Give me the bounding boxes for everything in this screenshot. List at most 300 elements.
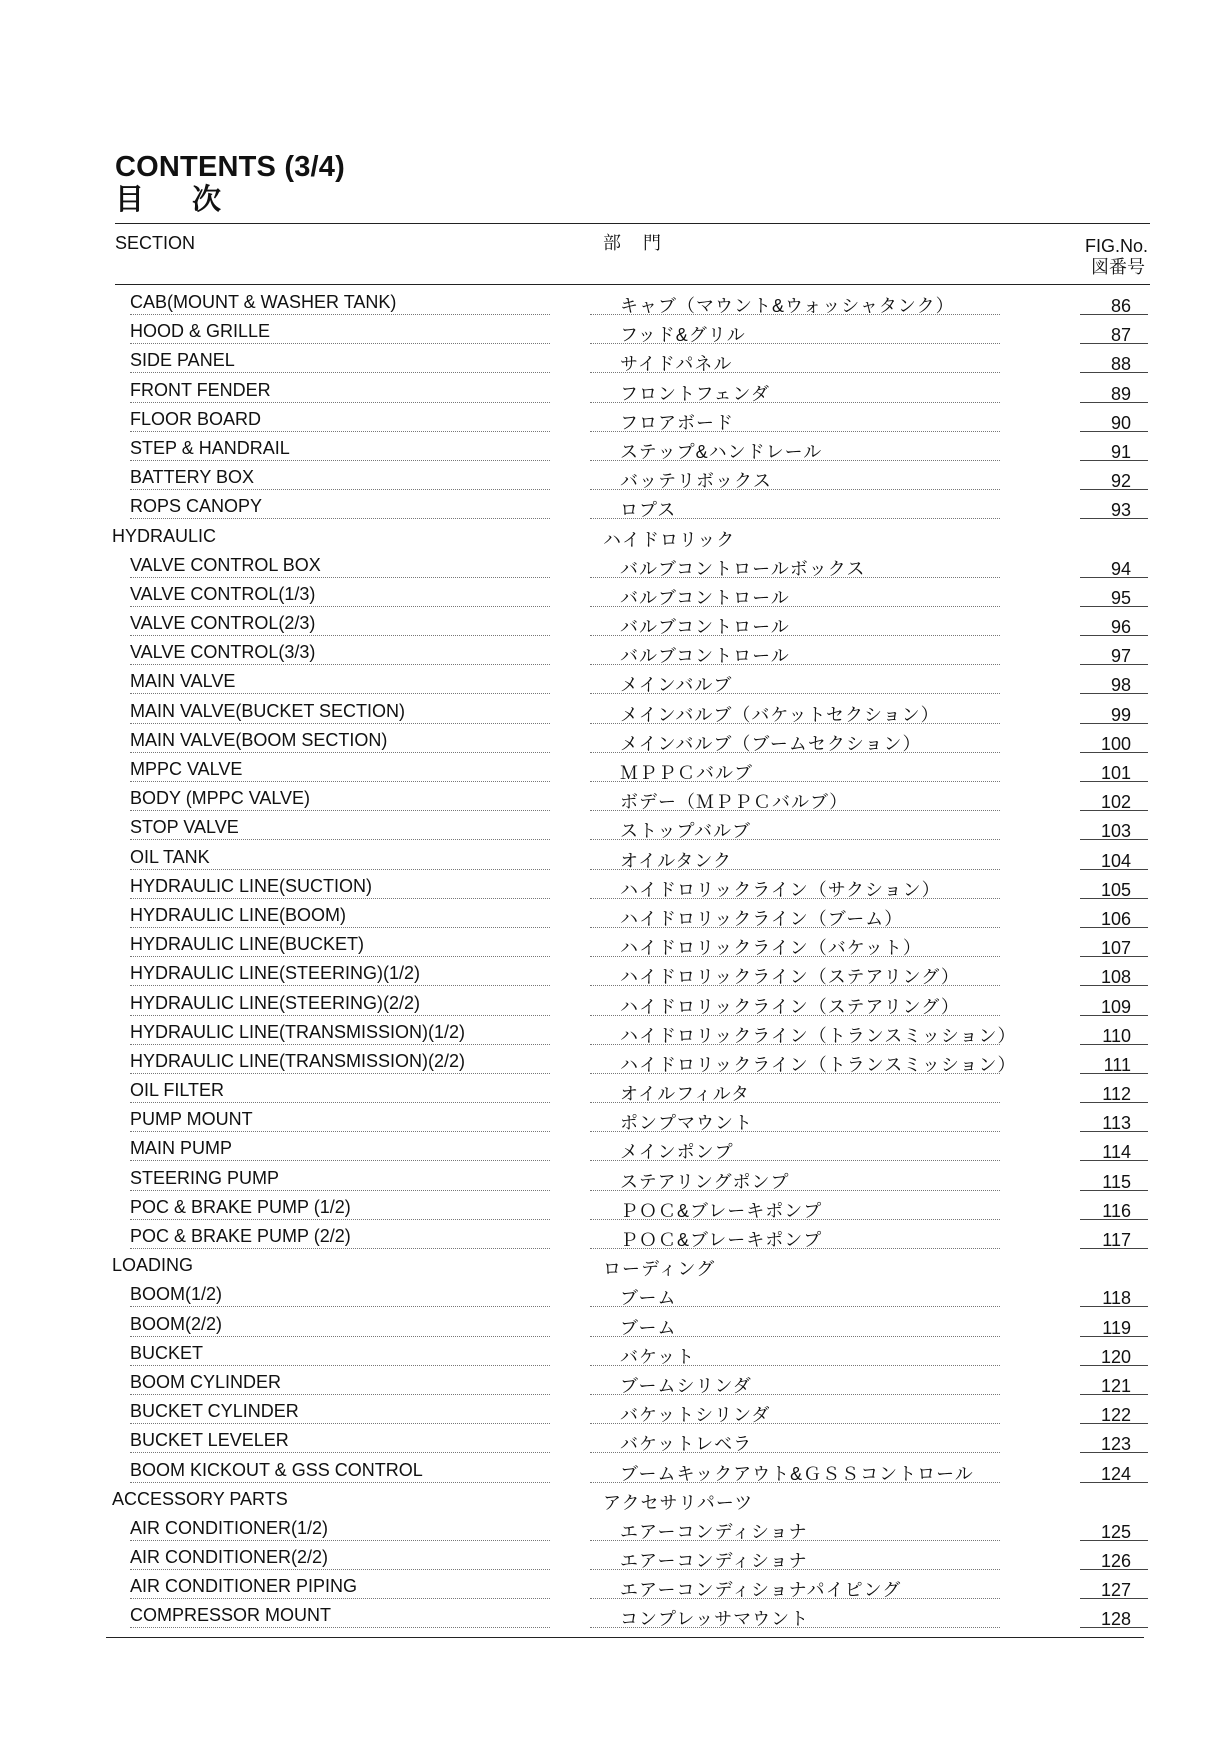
- figure-number: 90: [1110, 412, 1131, 433]
- entry-title-en: BUCKET LEVELER: [130, 1430, 289, 1451]
- entry-title-en: HYDRAULIC LINE(BUCKET): [130, 934, 365, 955]
- contents-row[interactable]: [0, 959, 1231, 988]
- figure-number: 105: [1100, 879, 1131, 900]
- row-leader-line: [1080, 664, 1148, 665]
- header-rule: [115, 284, 1150, 285]
- row-leader-line: [590, 1540, 1000, 1541]
- row-leader-line: [130, 693, 550, 694]
- contents-row[interactable]: [0, 551, 1231, 580]
- page-title: CONTENTS (3/4): [115, 151, 345, 183]
- header-fig-no-jp: 図番号: [1091, 257, 1145, 277]
- contents-row[interactable]: [0, 376, 1231, 405]
- contents-row[interactable]: [0, 843, 1231, 872]
- entry-title-jp: ＰＯＣ&ブレーキポンプ: [620, 1200, 823, 1221]
- entry-title-jp: サイドパネル: [620, 354, 733, 375]
- entry-title-jp: オイルフィルタ: [620, 1084, 750, 1105]
- row-leader-line: [1080, 927, 1148, 928]
- row-leader-line: [1080, 1482, 1148, 1483]
- entry-title-en: ROPS CANOPY: [130, 496, 263, 517]
- row-leader-line: [590, 1131, 1000, 1132]
- contents-row[interactable]: [0, 1339, 1231, 1368]
- row-leader-line: [130, 810, 550, 811]
- entry-title-jp: ストップバルブ: [620, 821, 752, 842]
- entry-title-jp: ロプス: [620, 500, 677, 521]
- row-leader-line: [590, 1569, 1000, 1570]
- row-leader-line: [1080, 635, 1148, 636]
- entry-title-jp: バケット: [620, 1346, 696, 1367]
- row-leader-line: [130, 956, 550, 957]
- entry-title-en: BOOM KICKOUT & GSS CONTROL: [130, 1459, 423, 1480]
- entry-title-en: MAIN VALVE(BOOM SECTION): [130, 729, 388, 750]
- contents-row[interactable]: [0, 317, 1231, 346]
- row-leader-line: [130, 1482, 550, 1483]
- entry-title-jp: ボデー（ＭＰＰＣバルブ）: [620, 792, 849, 813]
- header-section: SECTION: [115, 233, 196, 253]
- row-leader-line: [590, 927, 1000, 928]
- entry-title-jp: キャブ（マウント&ウォッシャタンク）: [620, 296, 955, 316]
- row-leader-line: [130, 1102, 550, 1103]
- contents-row[interactable]: [0, 1514, 1231, 1543]
- row-leader-line: [1080, 839, 1148, 840]
- row-leader-line: [1080, 781, 1148, 782]
- row-leader-line: [130, 1044, 550, 1045]
- row-leader-line: [590, 869, 1000, 870]
- figure-number: 126: [1100, 1551, 1131, 1572]
- figure-number: 113: [1102, 1113, 1131, 1134]
- contents-row[interactable]: [0, 1193, 1231, 1222]
- row-leader-line: [590, 956, 1000, 957]
- page-title-jp: 目次: [115, 184, 270, 216]
- contents-row[interactable]: [0, 930, 1231, 959]
- row-leader-line: [1080, 372, 1148, 373]
- row-leader-line: [1080, 898, 1148, 899]
- contents-row[interactable]: [0, 1572, 1231, 1601]
- entry-title-jp: フロントフェンダ: [620, 383, 770, 404]
- row-leader-line: [1080, 1336, 1148, 1337]
- contents-row[interactable]: [0, 1601, 1231, 1630]
- row-leader-line: [590, 518, 1000, 519]
- contents-row[interactable]: [0, 872, 1231, 901]
- entry-title-jp: バルブコントロールボックス: [620, 558, 866, 579]
- figure-number: 109: [1100, 996, 1131, 1017]
- entry-title-en: CAB(MOUNT & WASHER TANK): [130, 292, 397, 312]
- entry-title-jp: バケットレベラ: [620, 1434, 753, 1455]
- contents-list: [0, 288, 1231, 1631]
- top-rule: [115, 223, 1150, 224]
- contents-row[interactable]: [0, 1076, 1231, 1105]
- row-leader-line: [1080, 1219, 1148, 1220]
- entry-title-jp: ハイドロリックライン（サクション）: [620, 879, 941, 900]
- contents-row[interactable]: [0, 288, 1231, 317]
- row-leader-line: [130, 1365, 550, 1366]
- entry-title-jp: ブーム: [620, 1317, 677, 1338]
- figure-number: 122: [1100, 1405, 1131, 1426]
- row-leader-line: [1080, 1627, 1148, 1628]
- row-leader-line: [130, 460, 550, 461]
- entry-title-en: VALVE CONTROL BOX: [130, 554, 321, 575]
- entry-title-jp: バッテリボックス: [620, 471, 772, 492]
- figure-number: 128: [1100, 1609, 1131, 1630]
- contents-row[interactable]: [0, 434, 1231, 463]
- entry-title-jp: フッド&グリル: [620, 325, 746, 346]
- row-leader-line: [130, 314, 550, 315]
- contents-row[interactable]: [0, 1397, 1231, 1426]
- entry-title-en: BOOM CYLINDER: [130, 1371, 282, 1392]
- figure-number: 112: [1102, 1084, 1131, 1105]
- contents-row[interactable]: [0, 638, 1231, 667]
- entry-title-jp: バルブコントロール: [620, 617, 790, 638]
- entry-title-en: BATTERY BOX: [130, 467, 255, 488]
- figure-number: 123: [1100, 1434, 1131, 1455]
- figure-number: 115: [1102, 1171, 1131, 1192]
- row-leader-line: [130, 664, 550, 665]
- row-leader-line: [130, 869, 550, 870]
- entry-title-en: ACCESSORY PARTS: [112, 1488, 288, 1509]
- row-leader-line: [590, 372, 1000, 373]
- figure-number: 102: [1100, 792, 1131, 813]
- row-leader-line: [1080, 1306, 1148, 1307]
- header-section-jp: 部 門: [603, 233, 663, 253]
- figure-number: 97: [1110, 646, 1131, 667]
- entry-title-en: HYDRAULIC LINE(BOOM): [130, 904, 347, 925]
- entry-title-en: MAIN VALVE(BUCKET SECTION): [130, 700, 406, 721]
- entry-title-en: AIR CONDITIONER(1/2): [130, 1517, 329, 1538]
- row-leader-line: [1080, 985, 1148, 986]
- figure-number: 104: [1100, 850, 1131, 871]
- row-leader-line: [130, 1015, 550, 1016]
- row-leader-line: [130, 1131, 550, 1132]
- figure-number: 118: [1102, 1288, 1131, 1309]
- row-leader-line: [590, 1452, 1000, 1453]
- row-leader-line: [590, 1394, 1000, 1395]
- entry-title-en: AIR CONDITIONER PIPING: [130, 1576, 358, 1597]
- entry-title-jp: ＭＰＰＣバルブ: [620, 763, 753, 783]
- contents-row[interactable]: [0, 1426, 1231, 1455]
- row-leader-line: [590, 752, 1000, 753]
- row-leader-line: [1080, 1015, 1148, 1016]
- row-leader-line: [1080, 1423, 1148, 1424]
- contents-row[interactable]: [0, 784, 1231, 813]
- row-leader-line: [1080, 869, 1148, 870]
- contents-row[interactable]: [0, 1105, 1231, 1134]
- contents-row[interactable]: [0, 1222, 1231, 1251]
- entry-title-en: VALVE CONTROL(1/3): [130, 583, 316, 604]
- row-leader-line: [1080, 1598, 1148, 1599]
- contents-row[interactable]: [0, 609, 1231, 638]
- entry-title-en: BOOM(2/2): [130, 1313, 223, 1334]
- row-leader-line: [1080, 489, 1148, 490]
- entry-title-jp: バケットシリンダ: [620, 1405, 771, 1426]
- row-leader-line: [1080, 810, 1148, 811]
- entry-title-en: HYDRAULIC LINE(SUCTION): [130, 875, 373, 896]
- row-leader-line: [590, 489, 1000, 490]
- entry-title-jp: ステップ&ハンドレール: [620, 441, 823, 462]
- contents-row[interactable]: [0, 580, 1231, 609]
- entry-title-en: COMPRESSOR MOUNT: [130, 1605, 332, 1626]
- figure-number: 86: [1110, 296, 1131, 316]
- row-leader-line: [130, 431, 550, 432]
- entry-title-jp: メインバルブ（ブームセクション）: [620, 733, 922, 754]
- entry-title-jp: ブームキックアウト&ＧＳＳコントロール: [620, 1463, 974, 1484]
- figure-number: 127: [1100, 1580, 1131, 1601]
- figure-number: 119: [1102, 1317, 1131, 1338]
- row-leader-line: [130, 1598, 550, 1599]
- row-leader-line: [130, 1540, 550, 1541]
- figure-number: 103: [1100, 821, 1131, 842]
- row-leader-line: [1080, 1248, 1148, 1249]
- entry-title-en: MAIN VALVE: [130, 671, 236, 692]
- contents-row[interactable]: [0, 463, 1231, 492]
- figure-number: 106: [1100, 908, 1131, 929]
- entry-title-jp: ハイドロリックライン（トランスミッション）: [620, 1025, 1017, 1046]
- row-leader-line: [130, 723, 550, 724]
- entry-title-en: MAIN PUMP: [130, 1138, 233, 1159]
- row-leader-line: [590, 1015, 1000, 1016]
- figure-number: 111: [1103, 1054, 1131, 1075]
- row-leader-line: [590, 1073, 1000, 1074]
- contents-row[interactable]: [0, 1368, 1231, 1397]
- row-leader-line: [1080, 314, 1148, 315]
- entry-title-jp: ハイドロリックライン（ステアリング）: [620, 967, 960, 988]
- row-leader-line: [590, 402, 1000, 403]
- entry-title-en: BUCKET: [130, 1342, 204, 1363]
- contents-row[interactable]: [0, 813, 1231, 842]
- row-leader-line: [590, 577, 1000, 578]
- row-leader-line: [590, 314, 1000, 315]
- row-leader-line: [1080, 606, 1148, 607]
- figure-number: 107: [1100, 938, 1131, 959]
- row-leader-line: [1080, 1569, 1148, 1570]
- contents-row[interactable]: [0, 989, 1231, 1018]
- section-heading: [0, 522, 1231, 551]
- row-leader-line: [590, 1336, 1000, 1337]
- entry-title-jp: ハイドロリックライン（バケット）: [620, 938, 922, 959]
- entry-title-jp: ハイドロリックライン（ステアリング）: [620, 996, 960, 1017]
- row-leader-line: [1080, 1190, 1148, 1191]
- entry-title-jp: フロアボード: [620, 412, 734, 433]
- entry-title-en: STOP VALVE: [130, 817, 239, 838]
- contents-row[interactable]: [0, 726, 1231, 755]
- row-leader-line: [590, 1627, 1000, 1628]
- row-leader-line: [1080, 956, 1148, 957]
- figure-number: 121: [1100, 1375, 1131, 1396]
- entry-title-en: MPPC VALVE: [130, 759, 243, 779]
- entry-title-en: BOOM(1/2): [130, 1284, 223, 1305]
- entry-title-jp: ハイドロリックライン（ブーム）: [620, 908, 904, 929]
- row-leader-line: [130, 1452, 550, 1453]
- contents-row[interactable]: [0, 755, 1231, 784]
- row-leader-line: [1080, 1131, 1148, 1132]
- row-leader-line: [130, 781, 550, 782]
- entry-title-en: VALVE CONTROL(2/3): [130, 613, 316, 634]
- entry-title-jp: エアーコンディショナ: [620, 1521, 808, 1542]
- section-heading: [0, 1251, 1231, 1280]
- row-leader-line: [590, 839, 1000, 840]
- figure-number: 114: [1102, 1142, 1131, 1163]
- entry-title-jp: アクセサリパーツ: [603, 1492, 754, 1513]
- row-leader-line: [590, 1160, 1000, 1161]
- row-leader-line: [590, 693, 1000, 694]
- row-leader-line: [590, 606, 1000, 607]
- entry-title-jp: ブーム: [620, 1288, 677, 1309]
- entry-title-jp: メインポンプ: [620, 1142, 734, 1163]
- figure-number: 91: [1110, 441, 1131, 462]
- row-leader-line: [590, 431, 1000, 432]
- row-leader-line: [590, 781, 1000, 782]
- row-leader-line: [130, 1073, 550, 1074]
- entry-title-en: STEP & HANDRAIL: [130, 437, 290, 458]
- figure-number: 124: [1100, 1463, 1131, 1484]
- row-leader-line: [1080, 723, 1148, 724]
- row-leader-line: [590, 1044, 1000, 1045]
- entry-title-en: OIL TANK: [130, 846, 210, 867]
- row-leader-line: [130, 839, 550, 840]
- row-leader-line: [590, 810, 1000, 811]
- figure-number: 93: [1110, 500, 1131, 521]
- row-leader-line: [130, 402, 550, 403]
- entry-title-jp: ブームシリンダ: [620, 1375, 752, 1396]
- row-leader-line: [130, 577, 550, 578]
- row-leader-line: [590, 343, 1000, 344]
- row-leader-line: [130, 635, 550, 636]
- header-fig-no: FIG.No.: [1084, 236, 1148, 256]
- entry-title-jp: コンプレッサマウント: [620, 1609, 810, 1630]
- figure-number: 120: [1100, 1346, 1131, 1367]
- row-leader-line: [130, 1336, 550, 1337]
- figure-number: 87: [1110, 325, 1131, 346]
- entry-title-en: BUCKET CYLINDER: [130, 1401, 299, 1422]
- row-leader-line: [1080, 1365, 1148, 1366]
- contents-row[interactable]: [0, 901, 1231, 930]
- row-leader-line: [130, 752, 550, 753]
- row-leader-line: [590, 723, 1000, 724]
- row-leader-line: [1080, 693, 1148, 694]
- row-leader-line: [590, 635, 1000, 636]
- entry-title-jp: エアーコンディショナ: [620, 1551, 808, 1572]
- row-leader-line: [130, 1248, 550, 1249]
- figure-number: 117: [1102, 1230, 1131, 1250]
- figure-number: 89: [1110, 383, 1131, 404]
- contents-row[interactable]: [0, 1018, 1231, 1047]
- entry-title-en: STEERING PUMP: [130, 1167, 280, 1188]
- figure-number: 96: [1110, 617, 1131, 638]
- entry-title-en: HYDRAULIC LINE(TRANSMISSION)(1/2): [130, 1021, 466, 1042]
- row-leader-line: [590, 1365, 1000, 1366]
- row-leader-line: [130, 489, 550, 490]
- entry-title-jp: ハイドロリック: [603, 529, 736, 550]
- entry-title-en: HYDRAULIC LINE(TRANSMISSION)(2/2): [130, 1050, 466, 1071]
- entry-title-jp: ＰＯＣ&ブレーキポンプ: [620, 1230, 823, 1250]
- row-leader-line: [590, 1306, 1000, 1307]
- contents-row[interactable]: [0, 1543, 1231, 1572]
- row-leader-line: [1080, 1044, 1148, 1045]
- entry-title-en: HYDRAULIC: [112, 525, 217, 546]
- contents-row[interactable]: [0, 405, 1231, 434]
- entry-title-en: VALVE CONTROL(3/3): [130, 642, 316, 663]
- entry-title-jp: メインバルブ: [620, 675, 733, 696]
- figure-number: 125: [1100, 1521, 1131, 1542]
- row-leader-line: [590, 1423, 1000, 1424]
- row-leader-line: [130, 1306, 550, 1307]
- entry-title-jp: バルブコントロール: [620, 646, 790, 667]
- contents-row[interactable]: [0, 492, 1231, 521]
- bottom-rule: [106, 1637, 1144, 1638]
- row-leader-line: [1080, 577, 1148, 578]
- contents-row[interactable]: [0, 697, 1231, 726]
- contents-row[interactable]: [0, 1164, 1231, 1193]
- row-leader-line: [130, 1423, 550, 1424]
- row-leader-line: [1080, 752, 1148, 753]
- figure-number: 95: [1110, 587, 1131, 608]
- entry-title-en: HYDRAULIC LINE(STEERING)(2/2): [130, 992, 421, 1013]
- row-leader-line: [590, 898, 1000, 899]
- row-leader-line: [1080, 460, 1148, 461]
- row-leader-line: [1080, 518, 1148, 519]
- entry-title-en: POC & BRAKE PUMP (2/2): [130, 1226, 351, 1246]
- row-leader-line: [130, 1160, 550, 1161]
- entry-title-jp: メインバルブ（バケットセクション）: [620, 704, 940, 725]
- figure-number: 110: [1102, 1025, 1131, 1046]
- row-leader-line: [130, 1219, 550, 1220]
- row-leader-line: [130, 985, 550, 986]
- entry-title-jp: バルブコントロール: [620, 587, 790, 608]
- figure-number: 88: [1110, 354, 1131, 375]
- figure-number: 92: [1110, 471, 1131, 492]
- row-leader-line: [1080, 402, 1148, 403]
- entry-title-jp: オイルタンク: [620, 850, 733, 871]
- figure-number: 116: [1102, 1200, 1131, 1221]
- row-leader-line: [130, 1394, 550, 1395]
- row-leader-line: [130, 1190, 550, 1191]
- row-leader-line: [1080, 1452, 1148, 1453]
- figure-number: 99: [1110, 704, 1131, 725]
- row-leader-line: [1080, 1102, 1148, 1103]
- row-leader-line: [1080, 431, 1148, 432]
- row-leader-line: [590, 1598, 1000, 1599]
- entry-title-en: BODY (MPPC VALVE): [130, 788, 311, 809]
- entry-title-en: FRONT FENDER: [130, 379, 271, 400]
- entry-title-jp: エアーコンディショナパイピング: [620, 1580, 902, 1601]
- entry-title-en: OIL FILTER: [130, 1080, 225, 1101]
- figure-number: 98: [1110, 675, 1131, 696]
- row-leader-line: [1080, 343, 1148, 344]
- contents-row[interactable]: [0, 1456, 1231, 1485]
- contents-row[interactable]: [0, 346, 1231, 375]
- entry-title-en: POC & BRAKE PUMP (1/2): [130, 1196, 351, 1217]
- figure-number: 101: [1100, 763, 1131, 783]
- row-leader-line: [130, 1627, 550, 1628]
- entry-title-en: HOOD & GRILLE: [130, 321, 271, 342]
- entry-title-en: AIR CONDITIONER(2/2): [130, 1547, 329, 1568]
- contents-row[interactable]: [0, 1134, 1231, 1163]
- row-leader-line: [130, 518, 550, 519]
- contents-row[interactable]: [0, 667, 1231, 696]
- row-leader-line: [130, 372, 550, 373]
- contents-row[interactable]: [0, 1280, 1231, 1309]
- row-leader-line: [590, 1190, 1000, 1191]
- contents-row[interactable]: [0, 1310, 1231, 1339]
- contents-row[interactable]: [0, 1047, 1231, 1076]
- figure-number: 100: [1100, 733, 1131, 754]
- figure-number: 94: [1110, 558, 1131, 579]
- entry-title-jp: ローディング: [603, 1259, 716, 1280]
- entry-title-jp: ハイドロリックライン（トランスミッション）: [620, 1054, 1017, 1075]
- row-leader-line: [1080, 1394, 1148, 1395]
- row-leader-line: [1080, 1160, 1148, 1161]
- figure-number: 108: [1100, 967, 1131, 988]
- entry-title-en: FLOOR BOARD: [130, 408, 262, 429]
- row-leader-line: [590, 1248, 1000, 1249]
